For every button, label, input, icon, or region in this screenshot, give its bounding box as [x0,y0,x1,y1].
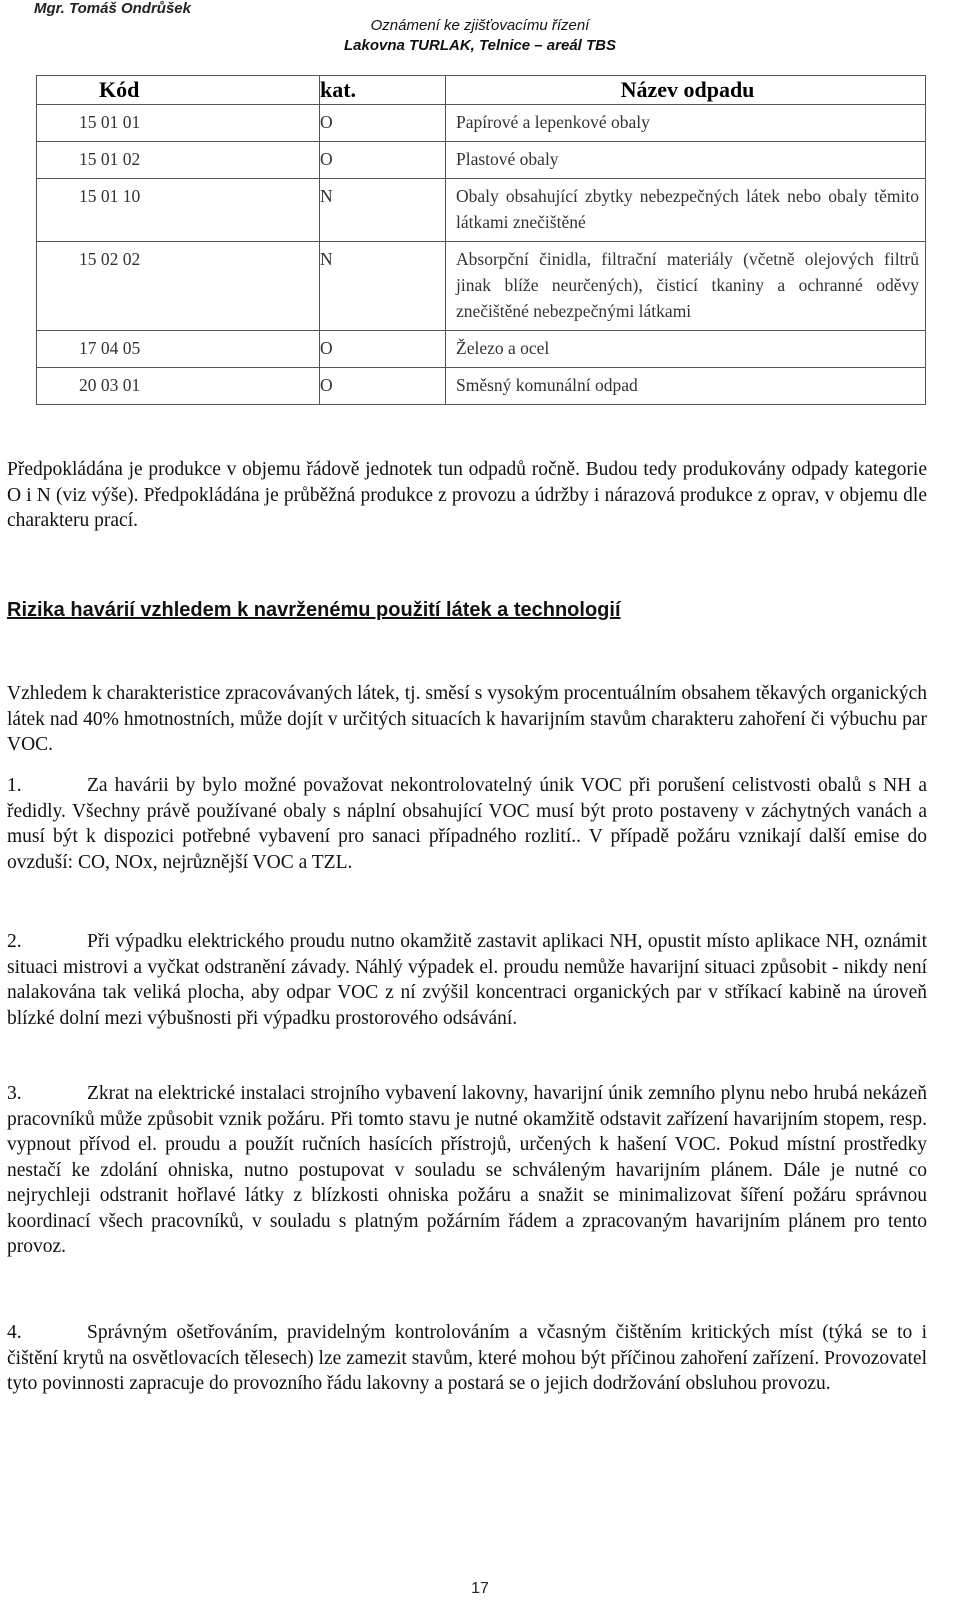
production-paragraph: Předpokládána je produkce v objemu řádově jednotek tun odpadů ročně. Budou tedy produkovány odpady kategorie O i N (viz výše). Předpokládána je průběžná produkce z provozu a údržby i nárazová produkce z oprav, v objemu dle charakteru prací. [7,459,927,531]
table-header-row [37,76,926,105]
author-name: Mgr. Tomáš Ondrůšek [34,0,191,17]
cell-waste-name: Železo a ocel [446,331,926,368]
cell-category: O [320,105,446,142]
list-item-text: Při výpadku elektrického proudu nutno okamžitě zastavit aplikaci NH, opustit místo aplikace NH, oznámit situaci mistrovi a vyčkat odstranění závady. Náhlý výpadek el. proudu nemůže havarijní situaci způsobit - nikdy není nalakována tak veliká plocha, aby odpar VOC z ní zvýšil koncentraci organických par v stříkací kabině na úroveň blízké dolní mezi výbušnosti při výpadku prostorového odsávání. [7,931,927,1029]
list-item-number: 2. [7,931,22,952]
table-row [37,242,926,331]
document-subtitle: Oznámení ke zjišťovacímu řízení [370,17,590,34]
list-item [7,773,927,875]
table-row [37,105,926,142]
cell-code: 15 01 02 [37,142,320,179]
document-title: Lakovna TURLAK, Telnice – areál TBS [343,37,617,54]
header-waste-name: Název odpadu [446,76,926,105]
list-item [7,1320,927,1397]
cell-category: O [320,331,446,368]
list-item-number: 4. [7,1322,22,1343]
table-row [37,368,926,405]
list-item-text: Zkrat na elektrické instalaci strojního vybavení lakovny, havarijní únik zemního plynu nebo hrubá nekázeň pracovníků může způsobit vznik požáru. Při tomto stavu je nutné okamžitě odstavit zařízení havarijním stopem, resp. vypnout přívod el. proudu a použít ručních hasících přístrojů, určených k hašení VOC. Pokud místní prostředky nestačí ke zdolání ohniska, nutno postupovat v souladu se schváleným havarijním plánem. Dále je nutné co nejrychleji odstranit hořlavé látky z blízkosti ohniska požáru a snažit se minimalizovat šíření požáru správnou koordinací všech pracovníků, v souladu s platným požárním řádem a zpracovaným havarijním plánem pro tento provoz. [7,1083,927,1257]
cell-code: 15 01 01 [37,105,320,142]
page-number: 17 [471,1580,489,1597]
cell-code: 17 04 05 [37,331,320,368]
list-item-text: Za havárii by bylo možné považovat nekontrolovatelný únik VOC při porušení celistvosti obalů s NH a ředidly. Všechny právě používané obaly s náplní obsahující VOC musí být proto postaveny v záchytných vanách a musí být k dispozici potřebné vybavení pro sanaci případného rozlití.. V případě požáru vznikají další emise do ovzduší: CO, NOx, nejrůznější VOC a TZL. [7,775,927,873]
cell-waste-name: Směsný komunální odpad [446,368,926,405]
list-item-number: 3. [7,1083,22,1104]
cell-category: N [320,242,446,331]
cell-waste-name: Absorpční činidla, filtrační materiály (včetně olejových filtrů jinak blíže neurčených), čisticí tkaniny a ochranné oděvy znečištěné nebezpečnými látkami [446,242,926,331]
cell-category: N [320,179,446,242]
cell-category: O [320,142,446,179]
cell-category: O [320,368,446,405]
cell-waste-name: Plastové obaly [446,142,926,179]
intro-paragraph: Vzhledem k charakteristice zpracovávaných látek, tj. směsí s vysokým procentuálním obsahem těkavých organických látek nad 40% hmotnostních, může dojít v určitých situacích k havarijním stavům charakteru zahoření či výbuchu par VOC. [7,683,927,755]
table-row [37,331,926,368]
cell-waste-name: Obaly obsahující zbytky nebezpečných látek nebo obaly těmito látkami znečištěné [446,179,926,242]
cell-code: 20 03 01 [37,368,320,405]
table-row [37,179,926,242]
header-code: Kód [37,76,320,105]
cell-code: 15 01 10 [37,179,320,242]
list-item-text: Správným ošetřováním, pravidelným kontrolováním a včasným čištěním kritických míst (týká se to i čištění krytů na osvětlovacích tělesech) lze zamezit stavům, které mohou být příčinou zahoření zařízení. Provozovatel tyto povinnosti zapracuje do provozního řádu lakovny a postará se o jejich dodržování obsluhou provozu. [7,1322,927,1394]
list-item [7,929,927,1031]
header-category: kat. [320,76,446,105]
list-item [7,1081,927,1260]
section-heading: Rizika havárií vzhledem k navrženému použití látek a technologií [7,599,621,621]
list-item-number: 1. [7,775,22,796]
table-row [37,142,926,179]
cell-waste-name: Papírové a lepenkové obaly [446,105,926,142]
waste-table [36,75,926,405]
cell-code: 15 02 02 [37,242,320,331]
